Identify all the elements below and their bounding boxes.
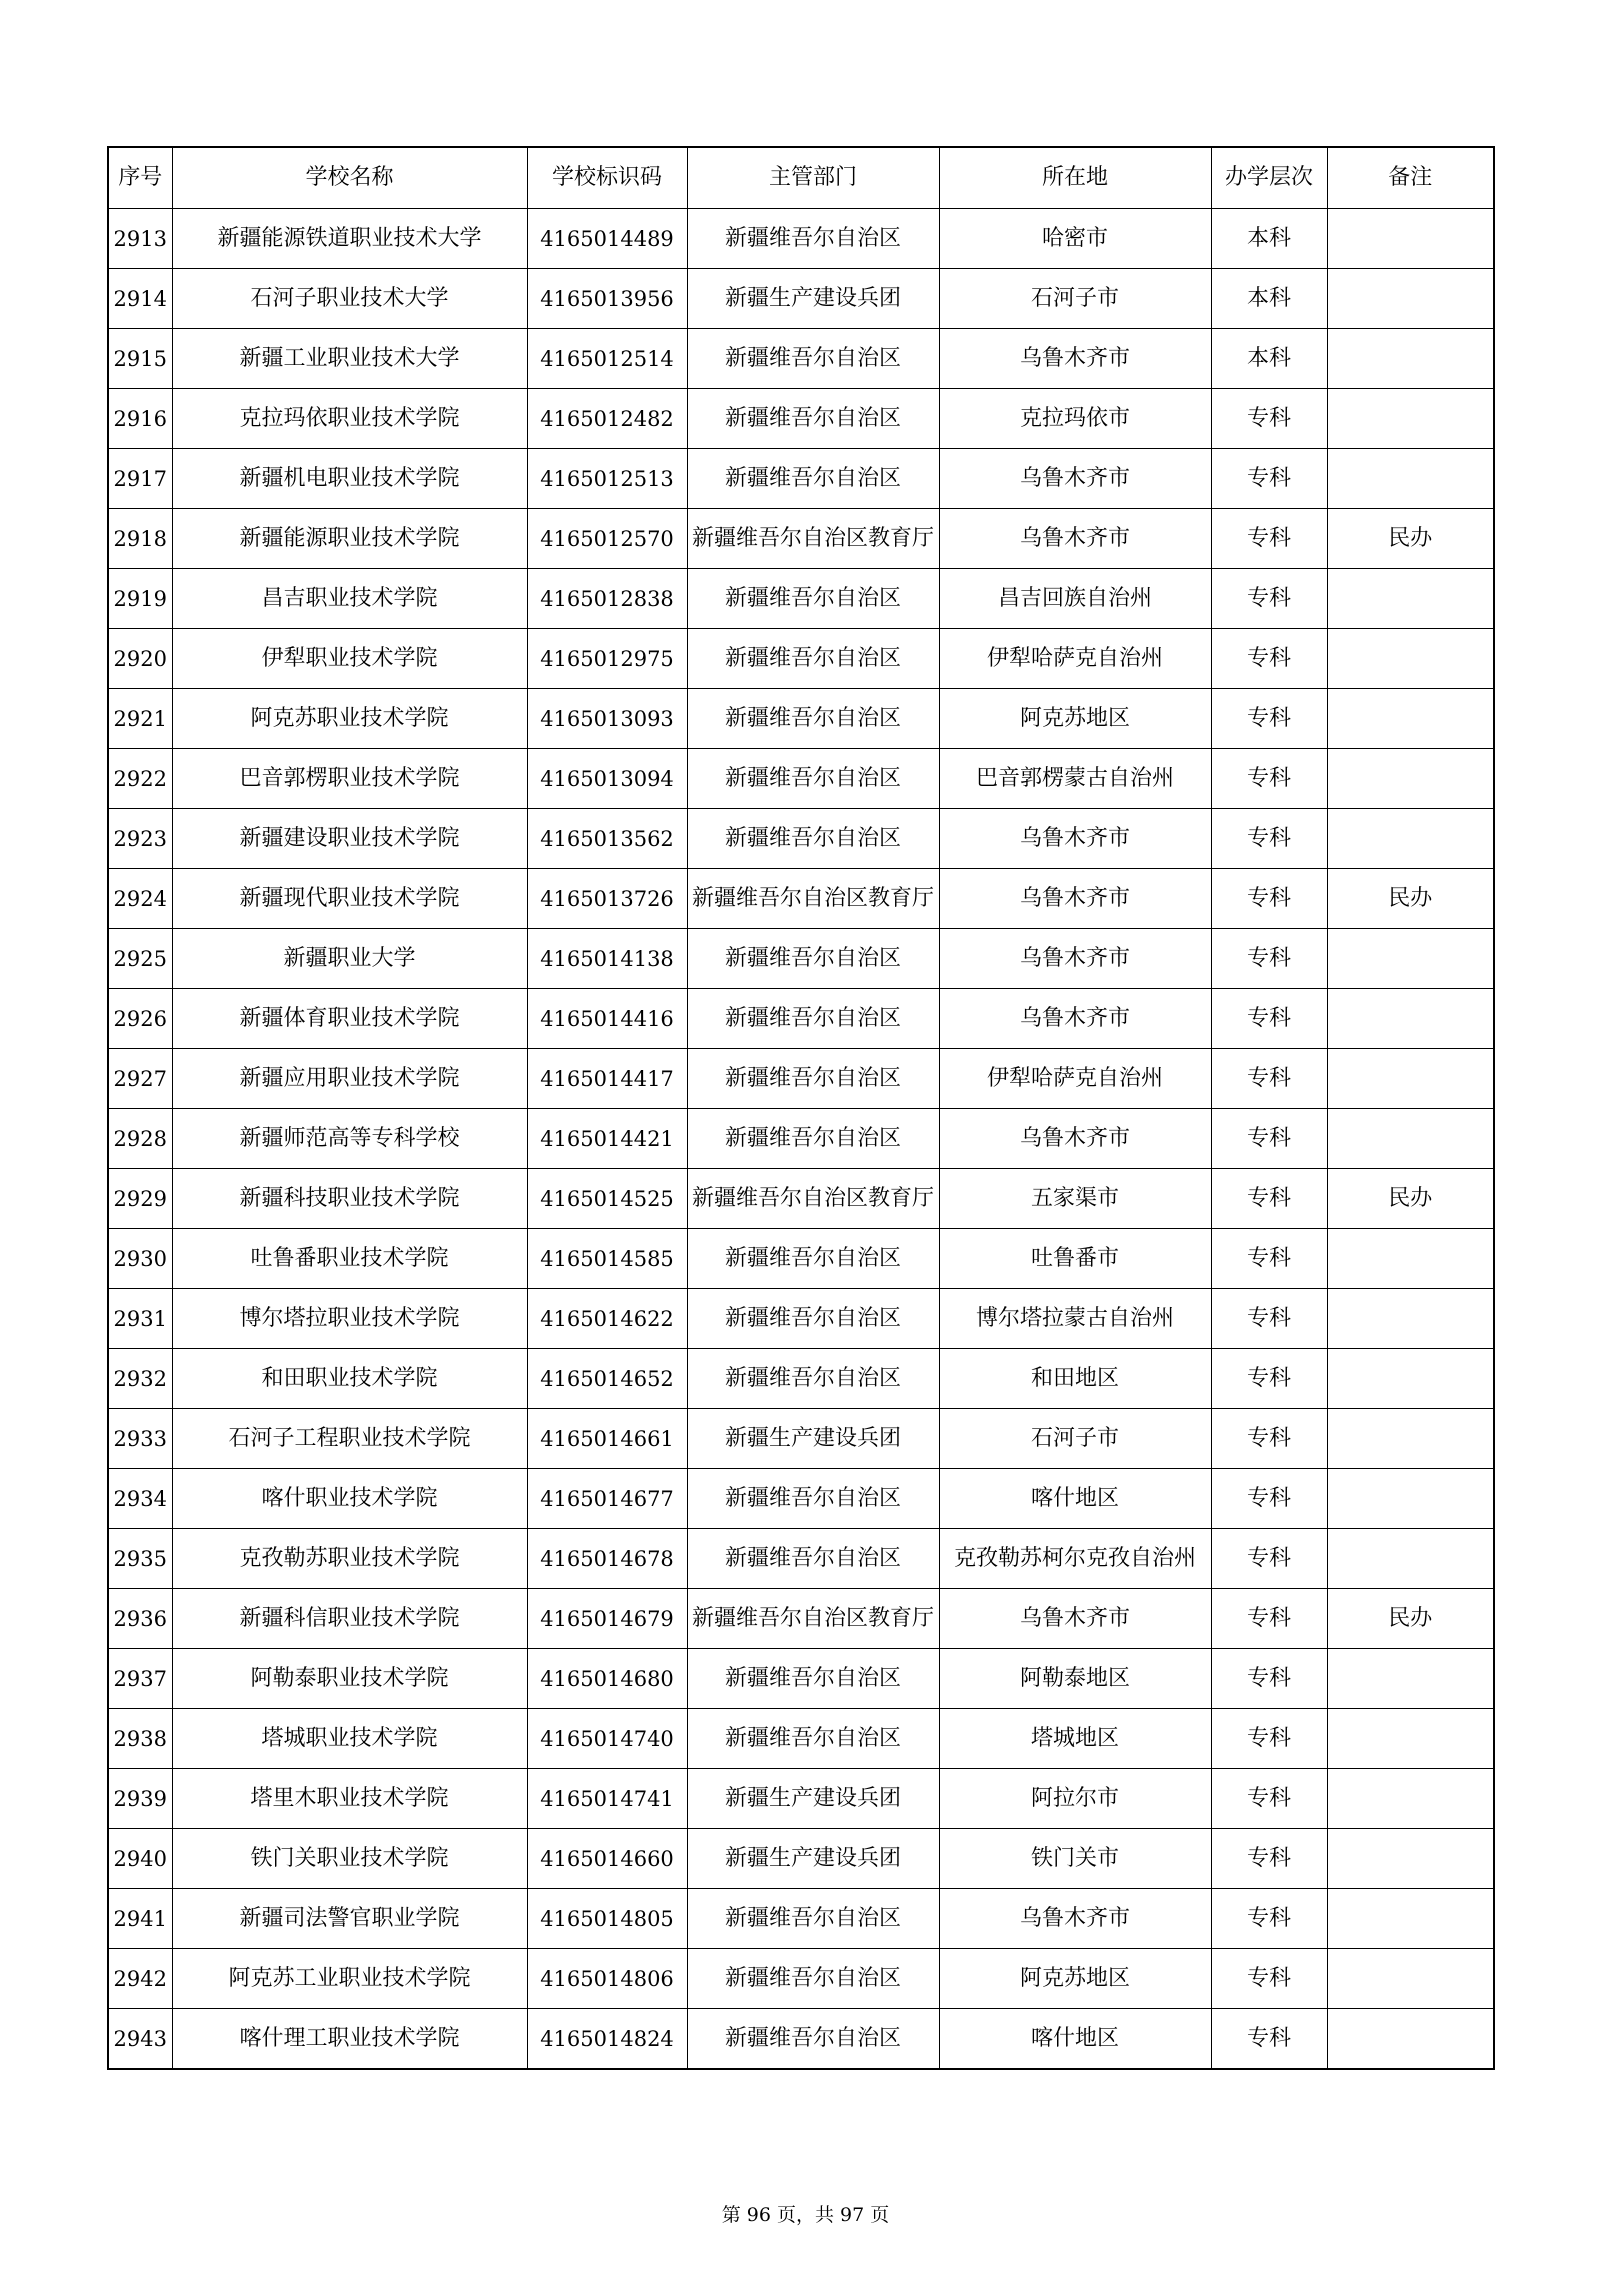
table-row [108, 569, 1494, 629]
cell-remarks [1327, 689, 1494, 749]
cell-location: 乌鲁木齐市 [939, 1109, 1211, 1169]
cell-index: 2924 [108, 869, 172, 929]
cell-school-name: 阿勒泰职业技术学院 [172, 1649, 527, 1709]
table-row [108, 1589, 1494, 1649]
cell-location: 阿勒泰地区 [939, 1649, 1211, 1709]
cell-location: 昌吉回族自治州 [939, 569, 1211, 629]
cell-remarks: 民办 [1327, 869, 1494, 929]
cell-location: 博尔塔拉蒙古自治州 [939, 1289, 1211, 1349]
cell-school-code: 4165014806 [527, 1949, 687, 2009]
cell-school-code: 4165014417 [527, 1049, 687, 1109]
cell-location: 克孜勒苏柯尔克孜自治州 [939, 1529, 1211, 1589]
cell-department: 新疆生产建设兵团 [687, 1829, 939, 1889]
cell-school-code: 4165014677 [527, 1469, 687, 1529]
cell-index: 2919 [108, 569, 172, 629]
cell-department: 新疆维吾尔自治区 [687, 1049, 939, 1109]
cell-location: 乌鲁木齐市 [939, 809, 1211, 869]
cell-level: 专科 [1211, 1289, 1327, 1349]
header-school-code: 学校标识码 [527, 147, 687, 209]
table-row [108, 689, 1494, 749]
cell-remarks [1327, 1529, 1494, 1589]
cell-index: 2923 [108, 809, 172, 869]
cell-department: 新疆维吾尔自治区 [687, 389, 939, 449]
cell-index: 2921 [108, 689, 172, 749]
cell-school-name: 塔里木职业技术学院 [172, 1769, 527, 1829]
cell-department: 新疆维吾尔自治区 [687, 1109, 939, 1169]
cell-level: 专科 [1211, 1649, 1327, 1709]
cell-remarks [1327, 2009, 1494, 2070]
cell-remarks [1327, 929, 1494, 989]
page-footer: 第 96 页，共 97 页 [721, 2204, 890, 2226]
cell-location: 乌鲁木齐市 [939, 509, 1211, 569]
cell-location: 克拉玛依市 [939, 389, 1211, 449]
cell-location: 乌鲁木齐市 [939, 989, 1211, 1049]
cell-school-name: 新疆机电职业技术学院 [172, 449, 527, 509]
cell-location: 吐鲁番市 [939, 1229, 1211, 1289]
cell-level: 专科 [1211, 1349, 1327, 1409]
cell-school-code: 4165014138 [527, 929, 687, 989]
cell-school-code: 4165014741 [527, 1769, 687, 1829]
cell-school-code: 4165014679 [527, 1589, 687, 1649]
cell-department: 新疆维吾尔自治区 [687, 749, 939, 809]
cell-school-code: 4165012838 [527, 569, 687, 629]
cell-index: 2934 [108, 1469, 172, 1529]
cell-school-name: 铁门关职业技术学院 [172, 1829, 527, 1889]
cell-location: 喀什地区 [939, 2009, 1211, 2070]
cell-level: 专科 [1211, 1949, 1327, 2009]
cell-level: 专科 [1211, 629, 1327, 689]
table-row [108, 749, 1494, 809]
cell-level: 专科 [1211, 1229, 1327, 1289]
cell-department: 新疆维吾尔自治区 [687, 1709, 939, 1769]
cell-remarks [1327, 449, 1494, 509]
cell-remarks [1327, 749, 1494, 809]
cell-level: 专科 [1211, 1769, 1327, 1829]
cell-location: 巴音郭楞蒙古自治州 [939, 749, 1211, 809]
table-row [108, 509, 1494, 569]
cell-remarks [1327, 1289, 1494, 1349]
table-body [108, 209, 1494, 2070]
cell-location: 哈密市 [939, 209, 1211, 269]
cell-remarks [1327, 989, 1494, 1049]
cell-school-name: 喀什职业技术学院 [172, 1469, 527, 1529]
cell-level: 专科 [1211, 1049, 1327, 1109]
table-row [108, 1949, 1494, 2009]
cell-school-name: 新疆职业大学 [172, 929, 527, 989]
cell-school-name: 新疆建设职业技术学院 [172, 809, 527, 869]
cell-school-name: 新疆科技职业技术学院 [172, 1169, 527, 1229]
table-row [108, 1169, 1494, 1229]
table-row [108, 1649, 1494, 1709]
cell-remarks [1327, 1769, 1494, 1829]
table-row [108, 989, 1494, 1049]
cell-school-code: 4165014661 [527, 1409, 687, 1469]
cell-index: 2927 [108, 1049, 172, 1109]
cell-location: 阿拉尔市 [939, 1769, 1211, 1829]
cell-location: 阿克苏地区 [939, 689, 1211, 749]
table-row [108, 1349, 1494, 1409]
cell-index: 2938 [108, 1709, 172, 1769]
cell-level: 专科 [1211, 1409, 1327, 1469]
cell-school-code: 4165014585 [527, 1229, 687, 1289]
cell-school-name: 新疆司法警官职业学院 [172, 1889, 527, 1949]
cell-index: 2925 [108, 929, 172, 989]
cell-level: 专科 [1211, 1169, 1327, 1229]
cell-index: 2920 [108, 629, 172, 689]
cell-remarks [1327, 1949, 1494, 2009]
cell-school-code: 4165014652 [527, 1349, 687, 1409]
cell-school-name: 伊犁职业技术学院 [172, 629, 527, 689]
cell-school-name: 博尔塔拉职业技术学院 [172, 1289, 527, 1349]
table-row [108, 329, 1494, 389]
cell-remarks [1327, 389, 1494, 449]
cell-school-code: 4165013562 [527, 809, 687, 869]
cell-level: 专科 [1211, 1889, 1327, 1949]
cell-location: 乌鲁木齐市 [939, 1589, 1211, 1649]
cell-school-name: 阿克苏职业技术学院 [172, 689, 527, 749]
cell-index: 2933 [108, 1409, 172, 1469]
cell-level: 专科 [1211, 1589, 1327, 1649]
cell-school-code: 4165014416 [527, 989, 687, 1049]
cell-remarks: 民办 [1327, 1589, 1494, 1649]
table-row [108, 1289, 1494, 1349]
cell-remarks [1327, 209, 1494, 269]
cell-location: 乌鲁木齐市 [939, 449, 1211, 509]
cell-department: 新疆维吾尔自治区 [687, 569, 939, 629]
cell-department: 新疆维吾尔自治区 [687, 209, 939, 269]
table-row [108, 269, 1494, 329]
table-row [108, 1829, 1494, 1889]
cell-level: 专科 [1211, 1109, 1327, 1169]
cell-school-code: 4165014680 [527, 1649, 687, 1709]
cell-location: 石河子市 [939, 1409, 1211, 1469]
cell-remarks [1327, 329, 1494, 389]
cell-remarks [1327, 1829, 1494, 1889]
cell-school-code: 4165014678 [527, 1529, 687, 1589]
cell-department: 新疆生产建设兵团 [687, 1409, 939, 1469]
cell-index: 2931 [108, 1289, 172, 1349]
cell-school-name: 吐鲁番职业技术学院 [172, 1229, 527, 1289]
cell-level: 专科 [1211, 449, 1327, 509]
cell-department: 新疆维吾尔自治区 [687, 989, 939, 1049]
cell-school-code: 4165012570 [527, 509, 687, 569]
cell-department: 新疆维吾尔自治区 [687, 689, 939, 749]
cell-index: 2943 [108, 2009, 172, 2070]
cell-level: 专科 [1211, 1469, 1327, 1529]
cell-index: 2917 [108, 449, 172, 509]
cell-department: 新疆维吾尔自治区 [687, 1289, 939, 1349]
cell-school-code: 4165013726 [527, 869, 687, 929]
cell-school-code: 4165014824 [527, 2009, 687, 2070]
cell-school-name: 昌吉职业技术学院 [172, 569, 527, 629]
cell-school-name: 克拉玛依职业技术学院 [172, 389, 527, 449]
cell-location: 阿克苏地区 [939, 1949, 1211, 2009]
cell-department: 新疆生产建设兵团 [687, 269, 939, 329]
cell-department: 新疆维吾尔自治区 [687, 1949, 939, 2009]
cell-remarks [1327, 269, 1494, 329]
cell-level: 专科 [1211, 869, 1327, 929]
cell-school-name: 新疆能源铁道职业技术大学 [172, 209, 527, 269]
cell-remarks [1327, 1709, 1494, 1769]
table-row [108, 629, 1494, 689]
header-department: 主管部门 [687, 147, 939, 209]
cell-level: 专科 [1211, 989, 1327, 1049]
cell-school-name: 塔城职业技术学院 [172, 1709, 527, 1769]
table-row [108, 1889, 1494, 1949]
cell-department: 新疆维吾尔自治区 [687, 1469, 939, 1529]
cell-department: 新疆维吾尔自治区 [687, 1649, 939, 1709]
cell-department: 新疆维吾尔自治区 [687, 2009, 939, 2070]
cell-school-code: 4165014740 [527, 1709, 687, 1769]
cell-school-name: 石河子工程职业技术学院 [172, 1409, 527, 1469]
cell-level: 专科 [1211, 749, 1327, 809]
table-row [108, 1709, 1494, 1769]
cell-location: 乌鲁木齐市 [939, 929, 1211, 989]
table-row [108, 1469, 1494, 1529]
cell-index: 2935 [108, 1529, 172, 1589]
cell-remarks [1327, 1349, 1494, 1409]
table-row [108, 389, 1494, 449]
header-school-name: 学校名称 [172, 147, 527, 209]
cell-level: 专科 [1211, 809, 1327, 869]
cell-department: 新疆维吾尔自治区 [687, 1889, 939, 1949]
cell-school-name: 新疆现代职业技术学院 [172, 869, 527, 929]
cell-department: 新疆维吾尔自治区教育厅 [687, 509, 939, 569]
cell-department: 新疆维吾尔自治区教育厅 [687, 869, 939, 929]
cell-location: 石河子市 [939, 269, 1211, 329]
cell-school-code: 4165014525 [527, 1169, 687, 1229]
cell-school-name: 新疆工业职业技术大学 [172, 329, 527, 389]
table-row [108, 809, 1494, 869]
cell-location: 铁门关市 [939, 1829, 1211, 1889]
cell-level: 专科 [1211, 1529, 1327, 1589]
cell-department: 新疆维吾尔自治区 [687, 329, 939, 389]
cell-index: 2914 [108, 269, 172, 329]
cell-school-code: 4165012482 [527, 389, 687, 449]
cell-index: 2926 [108, 989, 172, 1049]
cell-school-name: 石河子职业技术大学 [172, 269, 527, 329]
cell-level: 专科 [1211, 389, 1327, 449]
cell-index: 2928 [108, 1109, 172, 1169]
cell-location: 塔城地区 [939, 1709, 1211, 1769]
table-row [108, 1229, 1494, 1289]
cell-index: 2915 [108, 329, 172, 389]
cell-location: 乌鲁木齐市 [939, 1889, 1211, 1949]
table-row [108, 1109, 1494, 1169]
table-row [108, 209, 1494, 269]
cell-school-name: 新疆科信职业技术学院 [172, 1589, 527, 1649]
cell-index: 2916 [108, 389, 172, 449]
cell-index: 2918 [108, 509, 172, 569]
cell-department: 新疆维吾尔自治区 [687, 629, 939, 689]
cell-level: 本科 [1211, 329, 1327, 389]
cell-level: 专科 [1211, 1709, 1327, 1769]
cell-index: 2932 [108, 1349, 172, 1409]
cell-school-code: 4165014805 [527, 1889, 687, 1949]
cell-location: 伊犁哈萨克自治州 [939, 1049, 1211, 1109]
cell-school-code: 4165012975 [527, 629, 687, 689]
cell-school-name: 新疆师范高等专科学校 [172, 1109, 527, 1169]
cell-remarks [1327, 1409, 1494, 1469]
cell-location: 五家渠市 [939, 1169, 1211, 1229]
cell-department: 新疆维吾尔自治区 [687, 1349, 939, 1409]
cell-index: 2940 [108, 1829, 172, 1889]
cell-school-name: 新疆能源职业技术学院 [172, 509, 527, 569]
cell-school-name: 喀什理工职业技术学院 [172, 2009, 527, 2070]
table-row [108, 449, 1494, 509]
cell-department: 新疆维吾尔自治区教育厅 [687, 1169, 939, 1229]
table-row [108, 1529, 1494, 1589]
table-header [108, 147, 1494, 209]
table-row [108, 1049, 1494, 1109]
cell-remarks [1327, 1229, 1494, 1289]
cell-level: 专科 [1211, 2009, 1327, 2070]
cell-remarks [1327, 1889, 1494, 1949]
cell-remarks [1327, 1469, 1494, 1529]
cell-school-name: 阿克苏工业职业技术学院 [172, 1949, 527, 2009]
cell-index: 2922 [108, 749, 172, 809]
cell-level: 本科 [1211, 269, 1327, 329]
cell-department: 新疆维吾尔自治区教育厅 [687, 1589, 939, 1649]
cell-location: 乌鲁木齐市 [939, 869, 1211, 929]
cell-school-code: 4165014421 [527, 1109, 687, 1169]
cell-index: 2942 [108, 1949, 172, 2009]
cell-remarks [1327, 1049, 1494, 1109]
header-level: 办学层次 [1211, 147, 1327, 209]
cell-location: 乌鲁木齐市 [939, 329, 1211, 389]
cell-school-code: 4165013093 [527, 689, 687, 749]
cell-school-code: 4165014489 [527, 209, 687, 269]
schools-table [107, 146, 1495, 2070]
cell-school-name: 和田职业技术学院 [172, 1349, 527, 1409]
cell-level: 专科 [1211, 569, 1327, 629]
cell-remarks [1327, 1649, 1494, 1709]
cell-index: 2939 [108, 1769, 172, 1829]
cell-department: 新疆维吾尔自治区 [687, 929, 939, 989]
cell-level: 专科 [1211, 689, 1327, 749]
cell-location: 和田地区 [939, 1349, 1211, 1409]
cell-remarks [1327, 1109, 1494, 1169]
cell-location: 喀什地区 [939, 1469, 1211, 1529]
cell-remarks [1327, 569, 1494, 629]
cell-department: 新疆维吾尔自治区 [687, 809, 939, 869]
cell-level: 本科 [1211, 209, 1327, 269]
cell-school-code: 4165013956 [527, 269, 687, 329]
cell-department: 新疆维吾尔自治区 [687, 449, 939, 509]
header-location: 所在地 [939, 147, 1211, 209]
cell-school-code: 4165012513 [527, 449, 687, 509]
cell-location: 伊犁哈萨克自治州 [939, 629, 1211, 689]
cell-school-code: 4165014622 [527, 1289, 687, 1349]
table-row [108, 1409, 1494, 1469]
header-remarks: 备注 [1327, 147, 1494, 209]
cell-school-code: 4165013094 [527, 749, 687, 809]
cell-level: 专科 [1211, 509, 1327, 569]
cell-school-code: 4165012514 [527, 329, 687, 389]
cell-remarks: 民办 [1327, 1169, 1494, 1229]
cell-school-code: 4165014660 [527, 1829, 687, 1889]
cell-school-name: 新疆体育职业技术学院 [172, 989, 527, 1049]
cell-index: 2941 [108, 1889, 172, 1949]
cell-remarks [1327, 809, 1494, 869]
cell-department: 新疆生产建设兵团 [687, 1769, 939, 1829]
cell-level: 专科 [1211, 1829, 1327, 1889]
cell-department: 新疆维吾尔自治区 [687, 1229, 939, 1289]
cell-school-name: 克孜勒苏职业技术学院 [172, 1529, 527, 1589]
cell-index: 2930 [108, 1229, 172, 1289]
cell-school-name: 巴音郭楞职业技术学院 [172, 749, 527, 809]
cell-remarks [1327, 629, 1494, 689]
cell-remarks: 民办 [1327, 509, 1494, 569]
cell-index: 2913 [108, 209, 172, 269]
header-index: 序号 [108, 147, 172, 209]
cell-school-name: 新疆应用职业技术学院 [172, 1049, 527, 1109]
cell-level: 专科 [1211, 929, 1327, 989]
table-row [108, 869, 1494, 929]
table-row [108, 929, 1494, 989]
cell-index: 2929 [108, 1169, 172, 1229]
table-row [108, 2009, 1494, 2070]
table-row [108, 1769, 1494, 1829]
cell-index: 2936 [108, 1589, 172, 1649]
cell-index: 2937 [108, 1649, 172, 1709]
cell-department: 新疆维吾尔自治区 [687, 1529, 939, 1589]
header-row [108, 147, 1494, 209]
